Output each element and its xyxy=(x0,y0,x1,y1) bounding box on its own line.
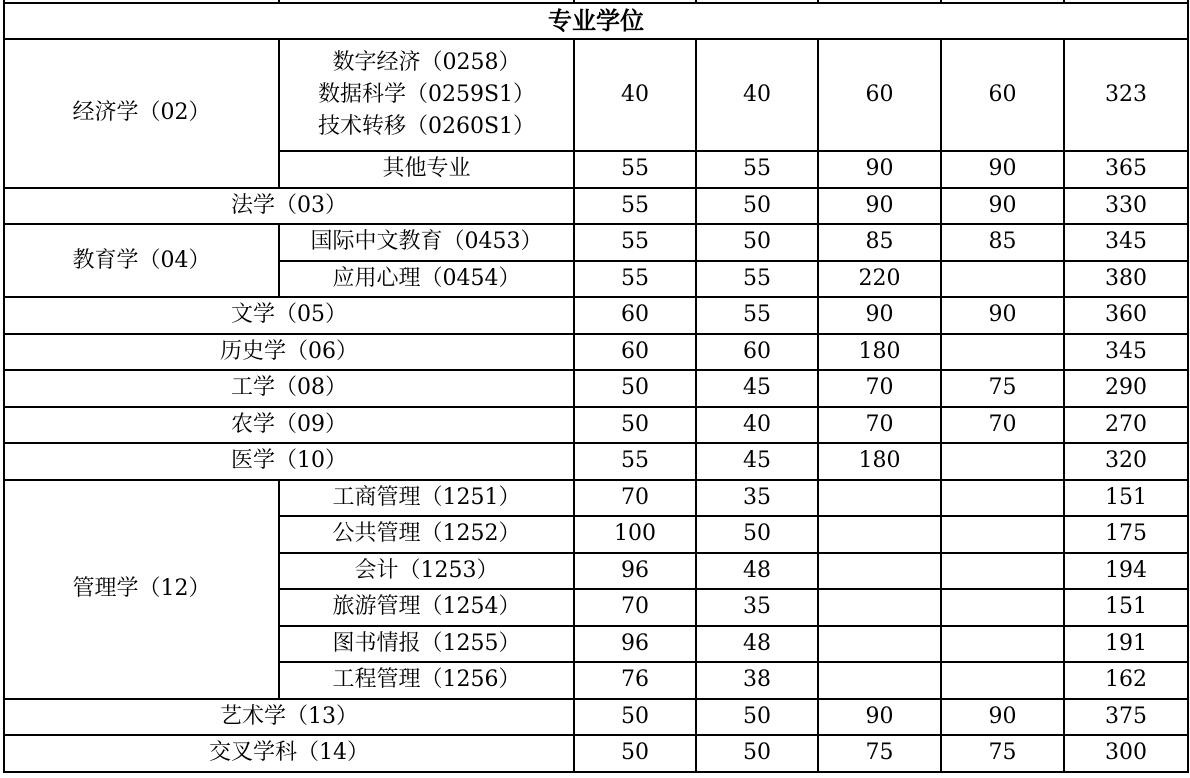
score-cell: 40 xyxy=(574,39,696,151)
total-cell: 270 xyxy=(1064,407,1188,444)
score-cell: 55 xyxy=(574,224,696,261)
section-header-row xyxy=(4,3,1188,39)
discipline-cell: 经济学（02） xyxy=(4,39,279,188)
table-row xyxy=(4,699,1188,736)
score-cell xyxy=(941,662,1064,699)
score-cell: 50 xyxy=(696,188,818,225)
score-cell xyxy=(818,516,941,553)
score-cell: 35 xyxy=(696,589,818,626)
score-cell: 90 xyxy=(818,151,941,188)
discipline-cell: 历史学（06） xyxy=(4,334,574,371)
score-cell: 55 xyxy=(696,151,818,188)
score-cell: 55 xyxy=(696,261,818,298)
score-table xyxy=(3,0,1189,773)
table-row xyxy=(4,224,1188,261)
major-name: 技术转移（0260S1） xyxy=(317,114,536,139)
score-cell: 96 xyxy=(574,553,696,590)
score-cell: 90 xyxy=(818,188,941,225)
total-cell: 191 xyxy=(1064,626,1188,663)
score-cell: 70 xyxy=(818,407,941,444)
major-cell: 旅游管理（1254） xyxy=(279,589,574,626)
table-row xyxy=(4,735,1188,772)
discipline-cell: 工学（08） xyxy=(4,370,574,407)
score-cell xyxy=(941,553,1064,590)
score-cell: 60 xyxy=(696,334,818,371)
table-row xyxy=(4,39,1188,151)
total-cell: 151 xyxy=(1064,589,1188,626)
total-cell: 162 xyxy=(1064,662,1188,699)
score-cell: 75 xyxy=(941,370,1064,407)
score-cell: 60 xyxy=(574,334,696,371)
score-cell: 50 xyxy=(696,699,818,736)
score-cell: 50 xyxy=(574,407,696,444)
score-cell: 85 xyxy=(941,224,1064,261)
score-cell: 55 xyxy=(574,151,696,188)
total-cell: 320 xyxy=(1064,443,1188,480)
score-cell: 85 xyxy=(818,224,941,261)
score-cell: 55 xyxy=(574,188,696,225)
score-cell: 220 xyxy=(818,261,941,298)
score-cell: 76 xyxy=(574,662,696,699)
score-cell: 35 xyxy=(696,480,818,517)
score-cell xyxy=(818,553,941,590)
total-cell: 323 xyxy=(1064,39,1188,151)
score-cell: 70 xyxy=(818,370,941,407)
major-cell: 工程管理（1256） xyxy=(279,662,574,699)
discipline-cell: 文学（05） xyxy=(4,297,574,334)
score-cell: 48 xyxy=(696,626,818,663)
table-row xyxy=(4,407,1188,444)
score-cell: 40 xyxy=(696,407,818,444)
total-cell: 360 xyxy=(1064,297,1188,334)
table-row xyxy=(4,370,1188,407)
major-cell: 应用心理（0454） xyxy=(279,261,574,298)
score-cell: 38 xyxy=(696,662,818,699)
score-cell xyxy=(941,443,1064,480)
score-cell: 70 xyxy=(574,480,696,517)
score-cell: 40 xyxy=(696,39,818,151)
major-cell: 会计（1253） xyxy=(279,553,574,590)
score-cell: 45 xyxy=(696,443,818,480)
major-cell xyxy=(279,39,574,151)
major-name: 数字经济（0258） xyxy=(332,50,521,75)
score-cell: 50 xyxy=(574,735,696,772)
total-cell: 175 xyxy=(1064,516,1188,553)
score-cell xyxy=(941,516,1064,553)
score-cell xyxy=(818,626,941,663)
score-cell: 50 xyxy=(574,370,696,407)
score-cell: 70 xyxy=(574,589,696,626)
score-cell: 45 xyxy=(696,370,818,407)
score-cell: 180 xyxy=(818,334,941,371)
score-cell: 90 xyxy=(941,188,1064,225)
discipline-cell: 法学（03） xyxy=(4,188,574,225)
score-cell: 55 xyxy=(574,261,696,298)
score-cell xyxy=(941,261,1064,298)
score-cell: 90 xyxy=(941,151,1064,188)
score-cell: 70 xyxy=(941,407,1064,444)
score-cell: 90 xyxy=(941,297,1064,334)
major-cell: 其他专业 xyxy=(279,151,574,188)
major-cell: 工商管理（1251） xyxy=(279,480,574,517)
score-cell: 55 xyxy=(696,297,818,334)
score-cell: 60 xyxy=(941,39,1064,151)
table-row xyxy=(4,297,1188,334)
score-cell xyxy=(941,626,1064,663)
score-cell: 75 xyxy=(941,735,1064,772)
total-cell: 194 xyxy=(1064,553,1188,590)
discipline-cell: 医学（10） xyxy=(4,443,574,480)
score-cell: 50 xyxy=(696,516,818,553)
major-cell: 图书情报（1255） xyxy=(279,626,574,663)
table-row xyxy=(4,480,1188,517)
score-cell xyxy=(818,480,941,517)
score-cell: 55 xyxy=(574,443,696,480)
discipline-cell: 教育学（04） xyxy=(4,224,279,297)
score-cell: 50 xyxy=(696,735,818,772)
score-cell: 90 xyxy=(818,297,941,334)
score-cell: 90 xyxy=(818,699,941,736)
major-name: 数据科学（0259S1） xyxy=(317,82,536,107)
score-cell: 180 xyxy=(818,443,941,480)
score-cell: 100 xyxy=(574,516,696,553)
score-cell xyxy=(818,589,941,626)
score-cell: 60 xyxy=(818,39,941,151)
discipline-cell: 艺术学（13） xyxy=(4,699,574,736)
score-cell xyxy=(941,589,1064,626)
table-row xyxy=(4,334,1188,371)
score-cell xyxy=(941,480,1064,517)
total-cell: 380 xyxy=(1064,261,1188,298)
total-cell: 290 xyxy=(1064,370,1188,407)
total-cell: 151 xyxy=(1064,480,1188,517)
score-cell: 60 xyxy=(574,297,696,334)
score-cell: 90 xyxy=(941,699,1064,736)
discipline-cell: 管理学（12） xyxy=(4,480,279,699)
major-cell: 公共管理（1252） xyxy=(279,516,574,553)
total-cell: 345 xyxy=(1064,224,1188,261)
score-cell xyxy=(941,334,1064,371)
total-cell: 330 xyxy=(1064,188,1188,225)
table-row xyxy=(4,188,1188,225)
score-cell xyxy=(818,662,941,699)
score-cell: 50 xyxy=(574,699,696,736)
discipline-cell: 交叉学科（14） xyxy=(4,735,574,772)
discipline-cell: 农学（09） xyxy=(4,407,574,444)
table-row xyxy=(4,443,1188,480)
total-cell: 300 xyxy=(1064,735,1188,772)
total-cell: 365 xyxy=(1064,151,1188,188)
total-cell: 375 xyxy=(1064,699,1188,736)
score-cell: 96 xyxy=(574,626,696,663)
score-cell: 50 xyxy=(696,224,818,261)
section-title: 专业学位 xyxy=(4,3,1188,39)
major-cell: 国际中文教育（0453） xyxy=(279,224,574,261)
total-cell: 345 xyxy=(1064,334,1188,371)
score-cell: 75 xyxy=(818,735,941,772)
score-cell: 48 xyxy=(696,553,818,590)
